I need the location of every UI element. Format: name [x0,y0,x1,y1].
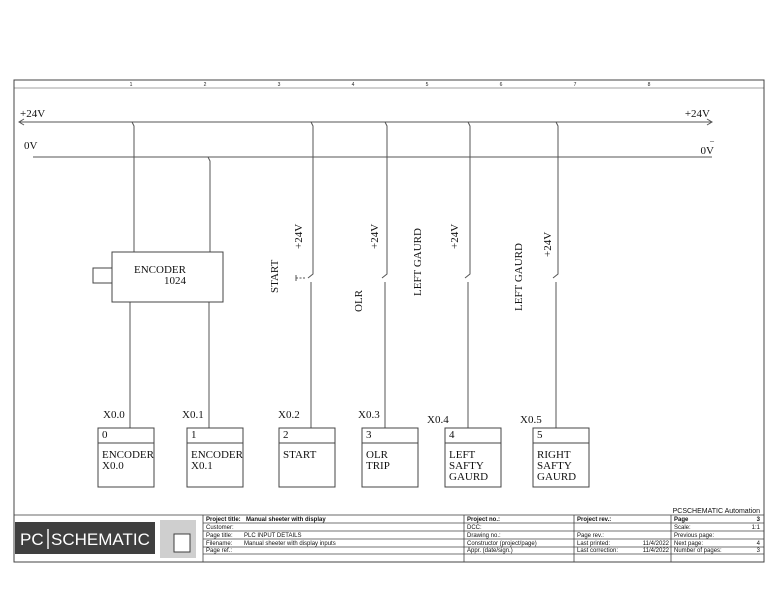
project-title-label: Project title: [206,517,241,523]
column-number: 5 [425,82,429,88]
input-description: ENCODER [102,449,154,461]
encoder-shaft [93,268,112,283]
rail-24v-left-label: +24V [20,108,46,120]
input-description: X0.0 [102,460,124,472]
logo-square-front [174,534,190,552]
input-description: SAFTY [449,460,484,472]
switch-olr-label: OLR [353,290,365,312]
input-address: X0.4 [427,414,449,426]
dcc-label: DCC: [467,525,482,531]
filename-value: Manual sheeter with display inputs [244,541,336,547]
pcschematic-logo [15,520,196,558]
next-page-value: 4 [756,541,760,547]
input-index: 2 [283,429,289,441]
last-correction-value: 11/4/2022 [642,548,669,554]
last-printed-label: Last printed: [577,541,611,547]
rail-0v-left-label: 0V [24,140,38,152]
scale-value: 1:1 [751,525,760,531]
input-index: 1 [191,429,197,441]
page-title-value: PLC INPUT DETAILS [244,533,302,539]
logo-text-pc: PC [20,530,44,549]
wire-start [308,122,313,278]
page-title-label: Page title: [206,533,233,539]
input-description: GAURD [449,471,489,483]
constructor-label: Constructor (project/page) [467,541,537,547]
next-page-label: Next page: [674,541,704,547]
input-description: X0.1 [191,460,213,472]
input-description: START [283,449,317,461]
input-index: 3 [366,429,372,441]
switch-start-supply: +24V [293,223,305,249]
switch-left-gaurd-label: LEFT GAURD [412,228,424,296]
wire-left-gaurd [465,122,470,278]
project-no-label: Project no.: [467,517,501,523]
input-address: X0.2 [278,409,300,421]
input-address: X0.3 [358,409,380,421]
last-printed-value: 11/4/2022 [642,541,669,547]
input-description: ENCODER [191,449,243,461]
column-number: 3 [277,82,281,88]
input-index: 0 [102,429,108,441]
column-number: 8 [647,82,651,88]
customer-label: Customer: [206,525,234,531]
column-number: 2 [203,82,207,88]
page-rev-label: Page rev.: [577,533,604,539]
switch-right-gaurd-supply: +24V [542,231,554,257]
input-description: OLR [366,449,388,461]
column-numbers [130,82,651,88]
input-description: GAURD [537,471,577,483]
sheet-frame [14,80,764,562]
switch-left-gaurd-supply: +24V [449,223,461,249]
switch-olr-supply: +24V [369,223,381,249]
input-description: LEFT [449,449,476,461]
input-description: RIGHT [537,449,571,461]
input-index: 5 [537,429,543,441]
previous-page-label: Previous page: [674,533,715,539]
column-number: 6 [499,82,503,88]
switch-start-label: START [269,259,281,293]
logo-text-schematic: SCHEMATIC [51,530,150,549]
encoder-label: ENCODER [134,264,186,276]
page-ref-label: Page ref.: [206,548,233,554]
page-value: 3 [756,517,760,523]
wire-encoder-24v [132,122,134,252]
number-of-pages-label: Number of pages: [674,548,722,554]
drawing-no-label: Drawing no.: [467,533,501,539]
input-address: X0.1 [182,409,204,421]
column-number: 4 [351,82,355,88]
input-description: SAFTY [537,460,572,472]
input-description: TRIP [366,460,390,472]
column-number: 7 [573,82,577,88]
scale-label: Scale: [674,525,691,531]
wire-olr [382,122,387,278]
brand-text: PCSCHEMATIC Automation [672,508,760,515]
encoder-resolution: 1024 [164,275,186,287]
project-title-value: Manual sheeter with display [246,517,326,523]
project-rev-label: Project rev.: [577,517,612,523]
rail-0v-right-label: 0V [700,145,714,157]
page-label: Page [674,517,689,523]
last-correction-label: Last correction: [577,548,619,554]
wire-encoder-0v [208,157,210,252]
switch-right-gaurd-label: LEFT GAURD [513,243,525,311]
plc-input-boxes [98,428,589,487]
rail-24v-right-label: +24V [684,108,710,120]
number-of-pages-value: 3 [756,548,760,554]
rail-0v-right-mark: – [710,136,714,145]
approval-label: Appr. (date/sign.) [467,548,513,554]
filename-label: Filename: [206,541,233,547]
column-number: 1 [129,82,133,88]
input-index: 4 [449,429,455,441]
input-address: X0.5 [520,414,542,426]
input-address: X0.0 [103,409,125,421]
